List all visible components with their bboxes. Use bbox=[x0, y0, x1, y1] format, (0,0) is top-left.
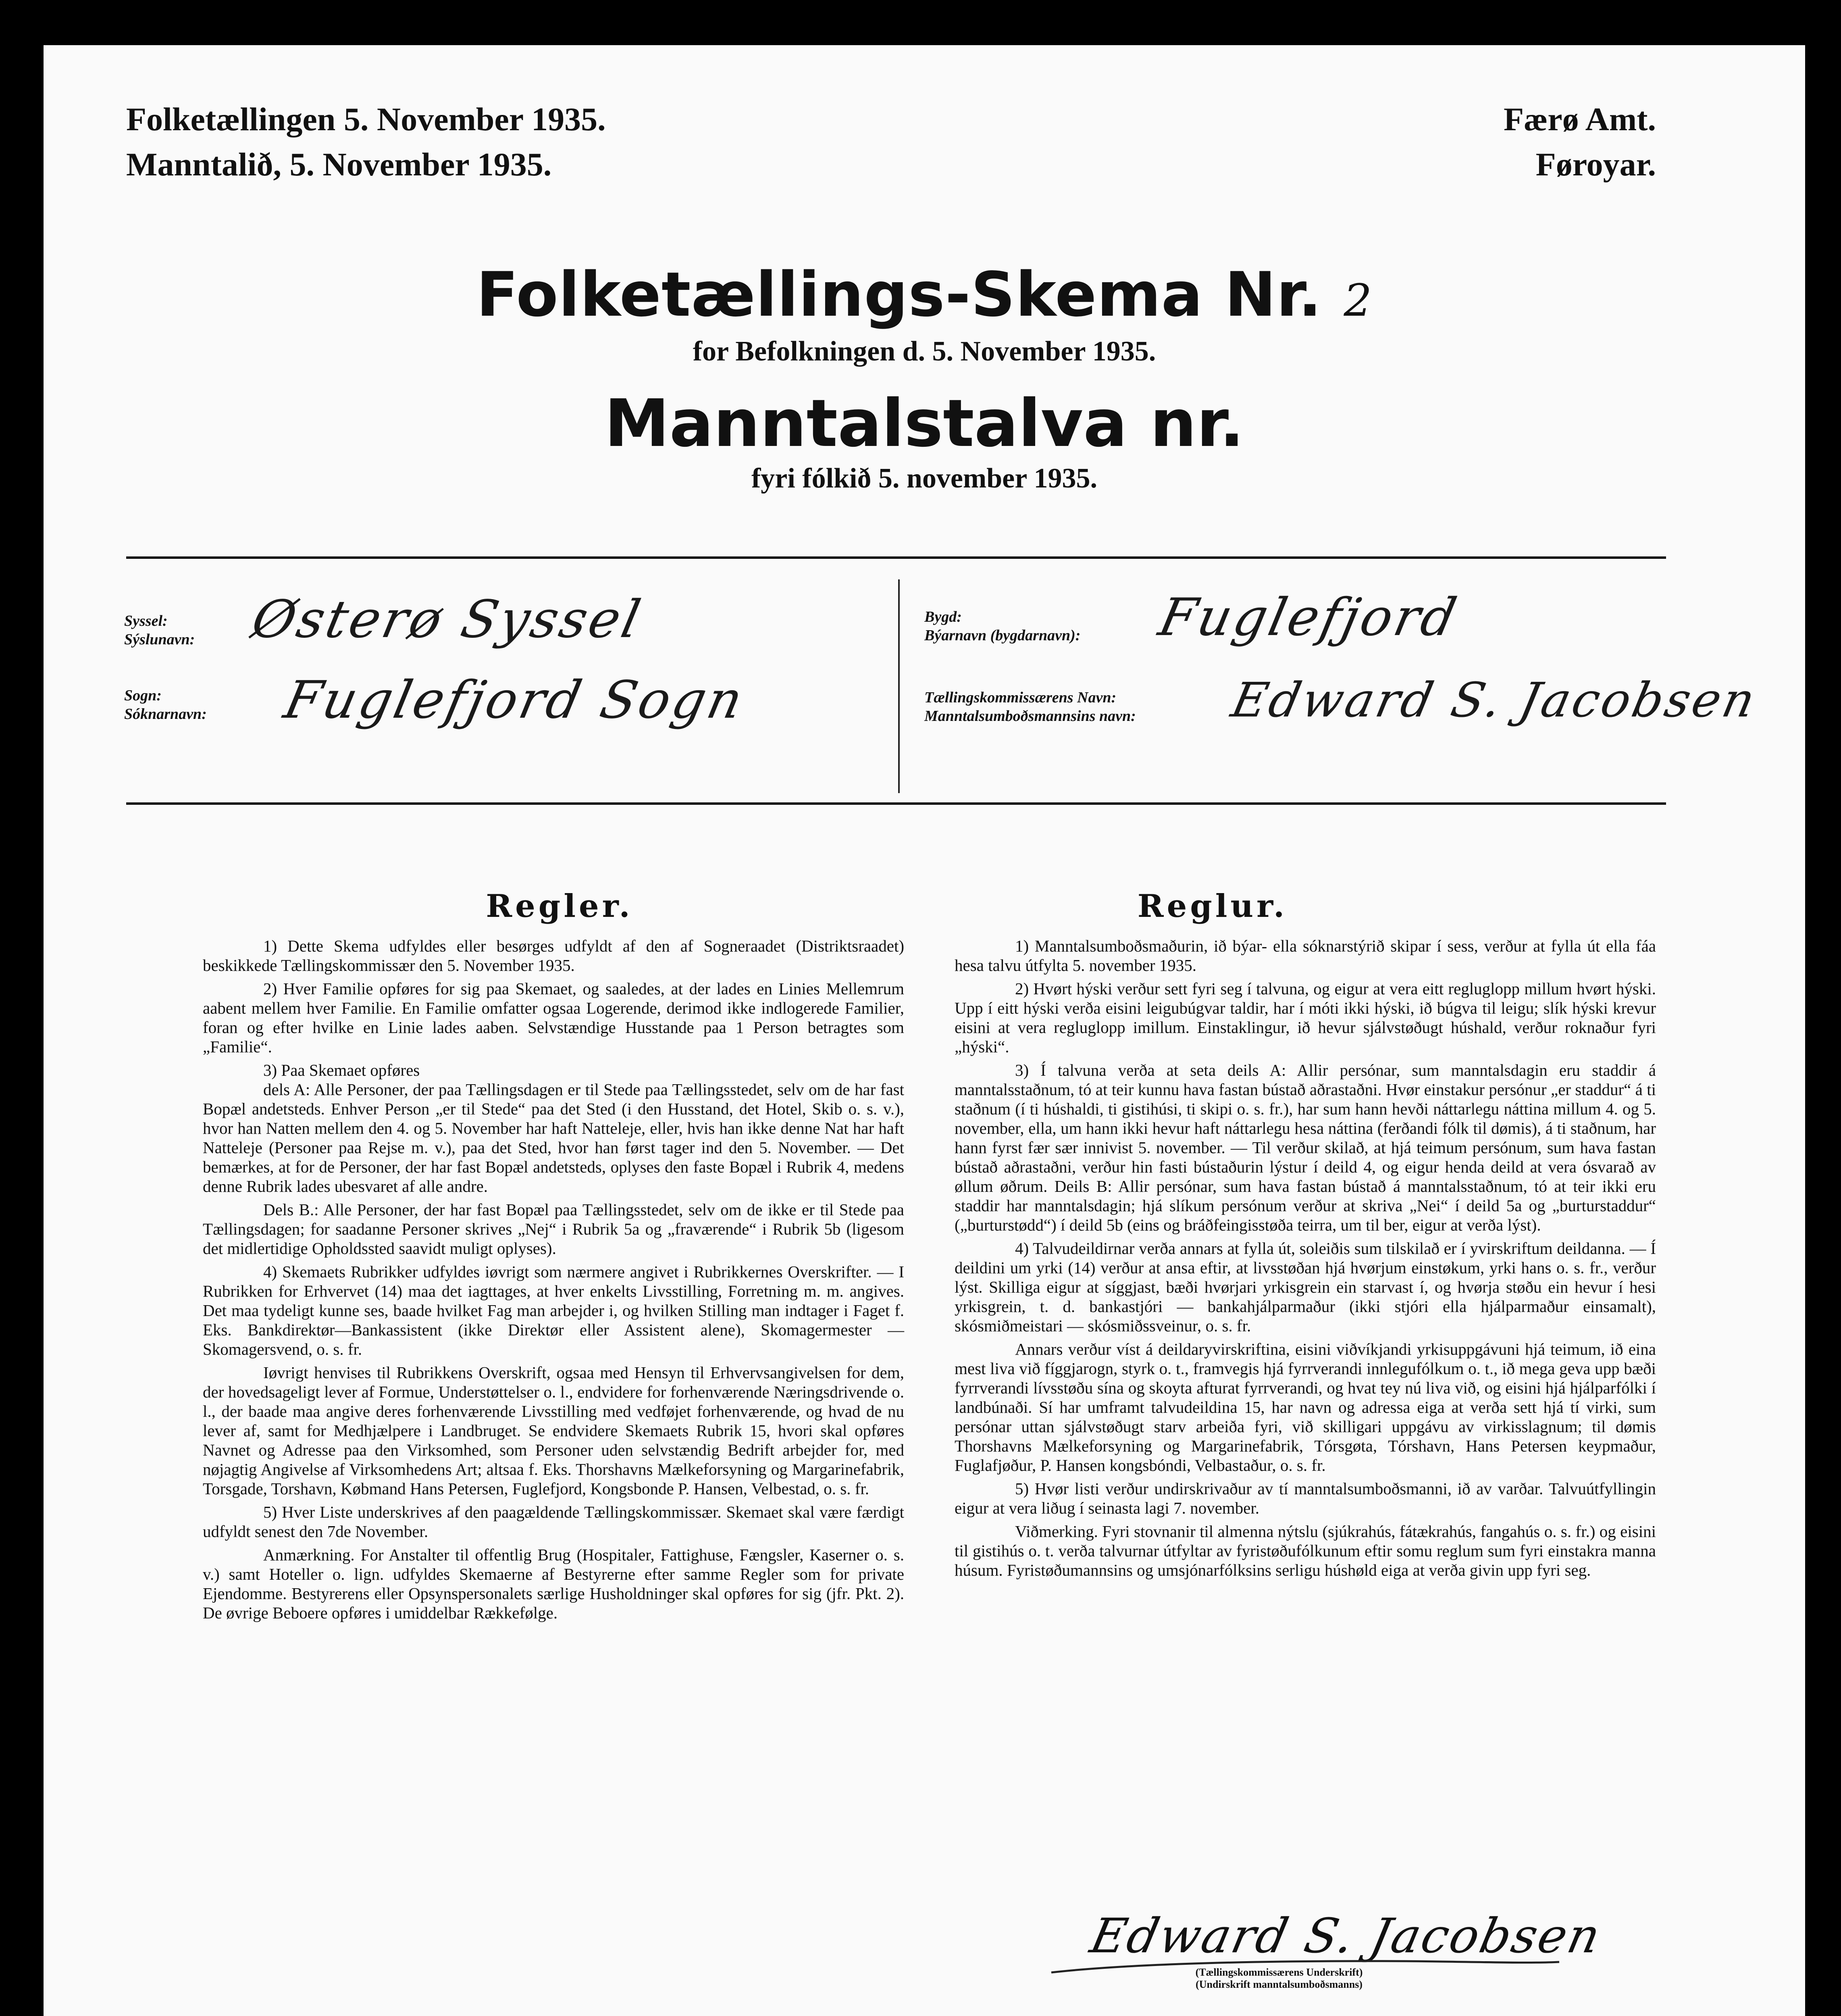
rules-da-note: Anmærkning. For Anstalter til offentlig Brug (Hospitaler, Fattighuse, Fængsler, Kaserner o. s. v.) samt Hoteller o. lign. udfyldes Skemaerne af Bestyrerne efter samme Regler som for private Ejendomme. Bestyrerens eller Opsynspersonalets særlige Husholdninger skal opføres for sig (jfr. Pkt. 2). De øvrige Beboere opføres i umiddelbar Rækkefølge. bbox=[203, 1545, 904, 1622]
header-county-faroese: Føroyar. bbox=[1535, 146, 1656, 183]
syssel-label-danish: Syssel: bbox=[124, 612, 168, 629]
bygd-value: Fuglefjord bbox=[1154, 587, 1464, 648]
rules-da-paragraph: dels A: Alle Personer, der paa Tællingsdagen er til Stede paa Tællingsstedet, selv om de har fast Bopæl andetsteds. Enhver Person „er til Stede“ paa det Sted (i den Husstand, det Hotel, Skib o. s. v.), hvor han Natten mellem den 4. og 5. November har haft Natteleje, eller, hvis han ikke denne Nat har haft Natteleje (Personer paa Rejse m. v.), paa det Sted, hvor han først tager ind den 5. November. — Det bemærkes, at for de Personer, der har fast Bopæl andetsteds, oplyses den faste Bopæl i Rubrik 4, medens denne Rubrik lades ubesvaret af alle andre. bbox=[203, 1080, 904, 1195]
rules-faroese-heading: Reglur. bbox=[1137, 888, 1288, 925]
rules-faroese-column bbox=[955, 936, 1656, 1584]
rules-fo-paragraph: 3) Í talvuna verða at seta deils A: Allir persónar, sum manntalsdagin eru staddir á manntalsstaðnum, tó at teir kunnu hava fastan bústað aðrastaðni. Hvør einstakur persónur „er staddur“ á ti staðnum (í ti húshaldi, ti gistihúsi, ti skipi o. s. fr.), har sum hann hevði náttarlegu náttina millum 4. og 5. november, ella, um hann ikki hevur haft náttarlegu hesa náttina (ferðandi fólk til dømis), á ti staðnum, har hann fyrst fær sær innivist 5. november. — Til verður skilað, at hjá teimum persónum, sum hava fastan bústað aðrastaðni, verður hin fasti bústaðurin lýstur í deild 4, og eigur henda deild at vera ósvarað av øllum øðrum. Deils B: Allir persónar, sum hava fastan bústað á manntalsstaðnum, tó at teir ikki eru staddir har manntalsdagin; hjá slíkum persónum verður at skriva „Nei“ í deild 5a og „burturstaddur“ („burturstødd“) í deild 5b (eins og bráðfeingisstøða teirra, um til ber, eigur at verða lýst). bbox=[955, 1061, 1656, 1234]
syssel-label bbox=[124, 612, 195, 649]
syssel-value: Østerø Syssel bbox=[247, 589, 648, 650]
sogn-label bbox=[124, 686, 207, 723]
commissioner-label bbox=[924, 688, 1136, 725]
rules-danish-column bbox=[203, 936, 904, 1627]
header-title-faroese: Manntalið, 5. November 1935. bbox=[126, 146, 552, 183]
rules-da-paragraph: Dels B.: Alle Personer, der har fast Bopæl paa Tællingsstedet, selv om de ikke er til Stede paa Tællingsdagen; for saadanne Personer skrives „Nej“ i Rubrik 5a og „fraværende“ i Rubrik 5b (ligesom det midlertidige Opholdssted saavidt muligt oplyses). bbox=[203, 1200, 904, 1258]
form-subtitle-danish: for Befolkningen d. 5. November 1935. bbox=[693, 336, 1156, 367]
form-subtitle-faroese: fyri fólkið 5. november 1935. bbox=[751, 463, 1098, 494]
sogn-label-danish: Sogn: bbox=[124, 687, 162, 704]
bygd-label-faroese: Býarnavn (bygdarnavn): bbox=[924, 627, 1081, 644]
rules-da-paragraph: 1) Dette Skema udfyldes eller besørges udfyldt af den af Sogneraadet (Distriktsraadet) beskikkede Tællingskommissær den 5. November 1935. bbox=[203, 937, 904, 975]
form-title-faroese: Manntalstalva nr. bbox=[604, 386, 1244, 462]
rules-fo-paragraph: Annars verður víst á deildaryvirskriftina, eisini viðvíkjandi yrkisuppgávuni hjá teimum, ið eina mest liva við fíggjarogn, styrk o. t., framvegis hjá fyrrverandi innlegufólkum o. t., ið mega geva upp bæði fyrrverandi lívsstøðu sína og skoyta afturat fyrrverandi, og hvat tey nú liva við, og eisini hjá hjálparfólki í landbúnaði. Sí har umframt talvudeildina 15, har navn og adressa eiga at verða sett hjá tí virki, sum persónar uttan sjálvstøðugt starv arbeiða fyri, við skilligari uppgávu av virkisslagnum; til dømis Thorshavns Mælkeforsyning og Margarinefabrik, Tórsgøta, Tórshavn, Hans Petersen keypmaður, Fuglafjøður, P. Hansen kongsbóndi, Velbastaður, o. s. fr. bbox=[955, 1340, 1656, 1475]
rules-fo-paragraph: 5) Hvør listi verður undirskrivaður av tí manntalsumboðsmanni, ið av varðar. Talvuútfyllingin eigur at vera liðug í seinasta lagi 7. november. bbox=[955, 1479, 1656, 1517]
syssel-label-faroese: Sýslunavn: bbox=[124, 631, 195, 648]
rules-da-paragraph: Iøvrigt henvises til Rubrikkens Overskrift, ogsaa med Hensyn til Erhvervsangivelsen for dem, der hovedsageligt lever af Formue, Understøttelser o. l., endvidere for forhenværende Næringsdrivende o. l., der baade maa angive deres forhenværende Livsstilling med vedføjet forhenværende, og hvad de nu lever af, samt for Medhjælpere i Landbruget. Se endvidere Skemaets Rubrik 15, hvori skal opføres Navnet og Adresse paa den Virksomhed, som Personer uden selvstændig Bedrift arbejder for, med nøjagtig Angivelse af Virksomhedens Art; altsaa f. Eks. Thorshavns Mælkeforsyning og Margarinefabrik, Torsgade, Torshavn, Købmand Hans Petersen, Fuglefjord, Kongsbonde P. Hansen, Velbestad, o. s. fr. bbox=[203, 1363, 904, 1498]
header-right bbox=[1504, 97, 1656, 187]
rules-fo-paragraph: 1) Manntalsumboðsmaðurin, ið býar- ella sóknarstýrið skipar í sess, verður at fylla út ella fáa hesa talvu útfylta 5. november 1935. bbox=[955, 937, 1656, 975]
header-title-danish: Folketællingen 5. November 1935. bbox=[126, 101, 606, 137]
rules-danish-heading: Regler. bbox=[486, 888, 633, 925]
commissioner-label-faroese: Manntalsumboðsmannsins navn: bbox=[924, 708, 1136, 725]
sogn-value: Fuglefjord Sogn bbox=[279, 670, 750, 730]
rules-fo-paragraph: 2) Hvørt hýski verður sett fyri seg í talvuna, og eigur at vera eitt regluglopp millum hvørt hýski. Upp í eitt hýski verða eisini leigubúgvar taldir, har í móti ikki hýski, ið búgva til leigu; slík hýski krevur eisini at vera regluglopp imillum. Einstaklingur, ið hevur sjálvstøðugt húshald, verður roknaður fyri „hýski“. bbox=[955, 979, 1656, 1056]
rules-fo-note: Viðmerking. Fyri stovnanir til almenna nýtslu (sjúkrahús, fátækrahús, fangahús o. s. fr.) og eisini til gistihús o. t. verða talvurnar útfyltar av fyristøðufólkunum eftir somu reglum sum fyri einstakra manna húsum. Fyristøðumannsins og umsjónarfólksins serligu húshøld eiga at verða givin upp fyri seg. bbox=[955, 1522, 1656, 1579]
divider-bottom bbox=[126, 802, 1666, 805]
form-title-danish bbox=[44, 259, 1805, 330]
divider-top bbox=[126, 556, 1666, 559]
signature-caption-faroese: (Undirskrift manntalsumboðsmanns) bbox=[1196, 1979, 1363, 1990]
header-left bbox=[126, 97, 606, 187]
header-county-danish: Færø Amt. bbox=[1503, 101, 1656, 137]
census-form-page bbox=[44, 45, 1805, 2016]
commissioner-label-danish: Tællingskommissærens Navn: bbox=[924, 689, 1117, 706]
rules-da-paragraph: 5) Hver Liste underskrives af den paagældende Tællingskommissær. Skemaet skal være færdigt udfyldt senest den 7de November. bbox=[203, 1503, 904, 1541]
divider-vertical bbox=[898, 579, 900, 793]
form-title-danish-text: Folketællings-Skema Nr. bbox=[476, 259, 1322, 330]
rules-da-paragraph: 4) Skemaets Rubrikker udfyldes iøvrigt som nærmere angivet i Rubrikkernes Overskrifter. — I Rubrikken for Erhvervet (14) maa det iagttages, at hver enkelts Livsstilling, Forretning m. m. angives. Det maa tydeligt kunne ses, baade hvilket Fag man arbejder i, og hvilken Stilling man indtager i Faget f. Eks. Bankdirektør—Bankassistent (ikke Direktør eller Assistent alene), Skomagermester — Skomagersvend, o. s. fr. bbox=[203, 1262, 904, 1358]
signature-caption bbox=[1128, 1966, 1430, 1991]
bygd-label bbox=[924, 608, 1080, 645]
rules-da-paragraph: 3) Paa Skemaet opføres bbox=[263, 1061, 420, 1079]
form-number-handwritten: 2 bbox=[1344, 275, 1373, 326]
bygd-label-danish: Bygd: bbox=[924, 608, 962, 625]
signature-caption-danish: (Tællingskommissærens Underskrift) bbox=[1195, 1966, 1363, 1978]
sogn-label-faroese: Sóknarnavn: bbox=[124, 706, 207, 723]
commissioner-value: Edward S. Jacobsen bbox=[1227, 672, 1762, 728]
rules-da-paragraph: 2) Hver Familie opføres for sig paa Skemaet, og saaledes, at der lades en Linies Mellemrum aabent mellem hver Familie. En Familie omfatter ogsaa Logerende, derimod ikke indlogerede Familier, foran og efter hvilke en Linie lades aaben. Selvstændige Husstande paa 1 Person betragtes som „Familie“. bbox=[203, 979, 904, 1056]
commissioner-signature: Edward S. Jacobsen bbox=[1086, 1908, 1607, 1964]
rules-fo-paragraph: 4) Talvudeildirnar verða annars at fylla út, soleiðis sum tilskilað er í yvirskriftum deildanna. — Í deildini um yrki (14) verður at ansa eftir, at livsstøðan hjá hvørjum einstøkum, yrki hans o. s. fr., verður lýst. Skilliga eigur at síggjast, bæði hvørjari yrkisgrein ein starvast í, og hvørja støðu ein hevur í hesi yrkisgrein, t. d. bankastjóri — bankahjálparmaður (ikki stjóri ella hjálparmaður einsamalt), skósmiðmeistari — skósmiðssveinur, o. s. fr. bbox=[955, 1239, 1656, 1335]
